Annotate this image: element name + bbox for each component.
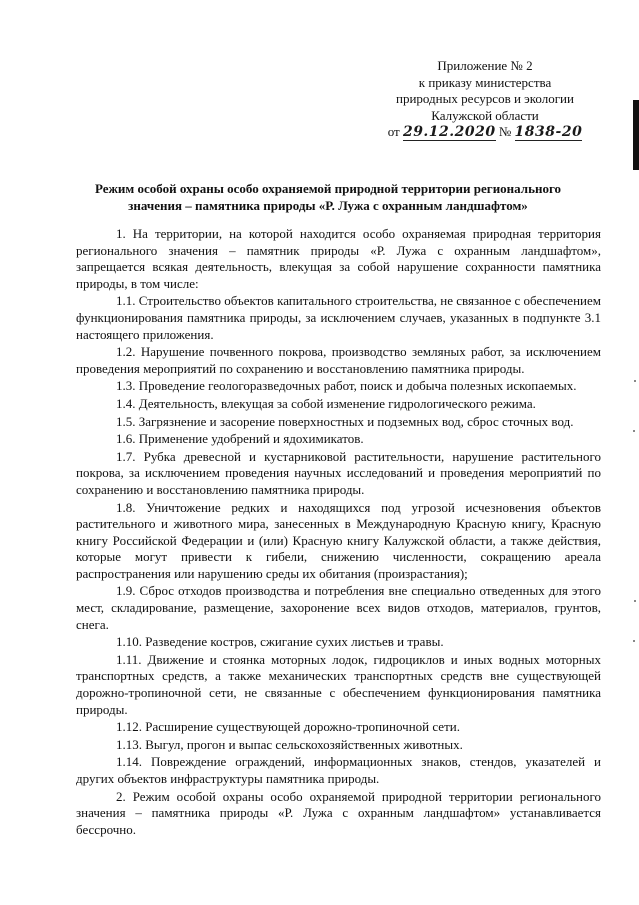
appendix-region: Калужской области bbox=[431, 107, 539, 123]
title-line-1: Режим особой охраны особо охраняемой природной территории регионального bbox=[94, 181, 562, 196]
paragraph: 1.8. Уничтожение редких и находящихся под угрозой исчезновения объектов растительного и животного мира, занесенных в Международную Красную книгу, Красную книгу Российской Федерации и (или) Красную книгу Калужской области, а также действия, которые могут привести к гибели, снижению численности, сокращению ареала распространения или нарушению среды их обитания (произрастания); bbox=[76, 499, 601, 581]
paragraph: 1.14. Повреждение ограждений, информационных знаков, стендов, указателей и других объектов инфраструктуры памятника природы. bbox=[76, 754, 601, 786]
order-reference bbox=[370, 124, 600, 141]
document-body bbox=[76, 226, 601, 839]
scan-edge-mark bbox=[633, 100, 639, 170]
appendix-header bbox=[370, 58, 600, 141]
appendix-order-ref: к приказу министерства bbox=[418, 74, 552, 90]
appendix-ministry: природных ресурсов и экологии bbox=[396, 91, 574, 106]
scan-speck bbox=[633, 640, 635, 642]
paragraph: 1.9. Сброс отходов производства и потребления вне специально отведенных для этого мест, складирование, размещение, захоронение всех видов отходов, материалов, грунтов, снега. bbox=[76, 583, 601, 632]
order-number: 1838-20 bbox=[514, 124, 583, 140]
paragraph: 1.11. Движение и стоянка моторных лодок, гидроциклов и иных водных моторных транспортных средств, а также механических транспортных средств вне существующей дорожно-тропиночной сети, не связанные с обеспечением функционирования памятника природы. bbox=[76, 651, 601, 717]
scan-speck bbox=[634, 600, 636, 602]
appendix-number: Приложение № 2 bbox=[437, 58, 533, 73]
paragraph: 1.12. Расширение существующей дорожно-тропиночной сети. bbox=[116, 719, 460, 735]
scan-speck bbox=[634, 380, 636, 382]
order-date: 29.12.2020 bbox=[402, 124, 496, 140]
title-line-2: значения – памятника природы «Р. Лужа с охранным ландшафтом» bbox=[128, 198, 528, 213]
paragraph: 1.13. Выгул, прогон и выпас сельскохозяйственных животных. bbox=[116, 736, 463, 752]
paragraph: 2. Режим особой охраны особо охраняемой природной территории регионального значения – памятника природы «Р. Лужа с охранным ландшафтом» устанавливается бессрочно. bbox=[76, 788, 601, 837]
paragraph: 1.5. Загрязнение и засорение поверхностных и подземных вод, сброс сточных вод. bbox=[116, 413, 574, 429]
order-ref-prefix: от bbox=[387, 124, 400, 139]
scan-speck bbox=[633, 430, 635, 432]
paragraph: 1.2. Нарушение почвенного покрова, производство земляных работ, за исключением проведения мероприятий по сохранению и восстановлению памятника природы. bbox=[76, 344, 601, 376]
order-number-label: № bbox=[498, 124, 512, 139]
paragraph: 1. На территории, на которой находится особо охраняемая природная территория регионального значения – памятник природы «Р. Лужа с охранным ландшафтом», запрещается всякая деятельность, влекущая за собой нарушение сохранности памятника природы, в том числе: bbox=[76, 226, 601, 291]
paragraph: 1.6. Применение удобрений и ядохимикатов. bbox=[116, 431, 364, 447]
paragraph: 1.1. Строительство объектов капитального строительства, не связанное с обеспечением функционирования памятника природы, за исключением случаев, указанных в подпункте 3.1 настоящего приложения. bbox=[76, 293, 601, 342]
paragraph: 1.3. Проведение геологоразведочных работ, поиск и добыча полезных ископаемых. bbox=[116, 378, 577, 394]
paragraph: 1.10. Разведение костров, сжигание сухих листьев и травы. bbox=[116, 634, 444, 650]
document-title bbox=[78, 180, 578, 214]
paragraph: 1.7. Рубка древесной и кустарниковой растительности, нарушение растительного покрова, за исключением проведения научных исследований и проведения мероприятий по сохранению и восстановлению памятника природы. bbox=[76, 448, 601, 497]
paragraph: 1.4. Деятельность, влекущая за собой изменение гидрологического режима. bbox=[116, 395, 536, 411]
